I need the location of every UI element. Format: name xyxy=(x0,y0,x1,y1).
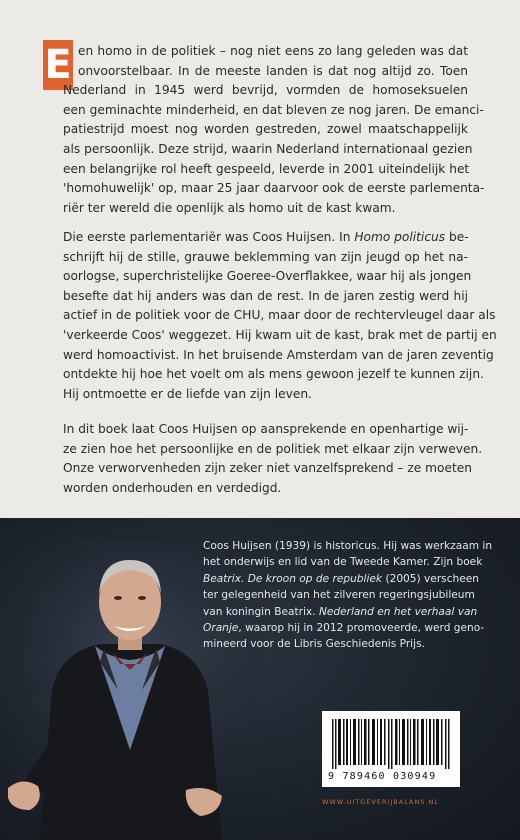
bio-line xyxy=(203,571,479,587)
text-line: een geminachte minderheid, en dat bleven ze nog jaren. De emanci- xyxy=(63,102,484,117)
bio-line: Coos Huijsen (1939) is historicus. Hij was werkzaam in xyxy=(203,540,493,552)
bio-line xyxy=(203,620,485,636)
text-line: een belangrijke rol heeft gespeeld, leverde in 2001 uiteindelijk het xyxy=(63,161,470,176)
text-line: actief in de politiek voor de CHU, maar door de rechtervleugel daar als xyxy=(63,308,496,323)
barcode xyxy=(322,711,460,787)
bio-line: mineerd voor de Libris Geschiedenis Prijs. xyxy=(203,638,425,651)
book-title-italic: Nederland en het verhaal van xyxy=(318,605,478,618)
text-run: , waarop hij in 2012 promoveerde, werd geno- xyxy=(238,622,485,635)
text-run: be- xyxy=(445,230,469,244)
blurb-paragraph-2 xyxy=(63,228,497,404)
text-line xyxy=(63,228,468,248)
text-run: van koningin Beatrix. xyxy=(203,605,319,618)
text-line: Onze verworvenheden zijn zeker niet vanzelfsprekend – ze moeten xyxy=(63,461,472,476)
text-line: 'homohuwelijk' op, maar 25 jaar daarvoor ook de eerste parlementa- xyxy=(63,181,485,196)
barcode-bars xyxy=(332,719,450,769)
bio-line xyxy=(203,604,478,620)
text-line: worden onderhouden en verdedigd. xyxy=(63,480,282,495)
text-line: onvoorstelbaar. In de meeste landen is dat nog altijd zo. Toen xyxy=(78,63,468,78)
text-line: patiestrijd moest nog worden gestreden, zowel maatschappelijk xyxy=(63,122,468,137)
drop-cap: E xyxy=(44,42,72,88)
text-line: In dit boek laat Coos Huijsen op aansprekende en openhartige wij- xyxy=(63,422,469,436)
text-line: Nederland in 1945 werd bevrijd, vormden de homoseksuelen xyxy=(63,83,468,98)
text-run: (2005) verscheen xyxy=(382,572,479,585)
publisher-url: WWW.UITGEVERIJBALANS.NL xyxy=(322,798,439,806)
text-line: ze zien hoe het persoonlijke en de politiek met elkaar zijn verweven. xyxy=(63,441,483,456)
bio-line: ter gelegenheid van het zilveren regeringsjubileum xyxy=(203,589,475,602)
book-title-italic: Homo politicus xyxy=(354,230,446,244)
book-title-italic: Oranje xyxy=(203,622,239,635)
text-line: als persoonlijk. Deze strijd, waarin Nederland internationaal gezien xyxy=(63,141,473,156)
text-line: Hij ontmoette er de liefde van zijn leven. xyxy=(63,386,312,401)
isbn-number: 9 789460 030949 xyxy=(328,771,437,782)
text-run: Die eerste parlementariër was Coos Huijsen. In xyxy=(63,230,355,244)
blurb-paragraph-1 xyxy=(63,42,485,218)
text-line: en homo in de politiek – nog niet eens zo lang geleden was dat xyxy=(78,44,468,58)
text-line: 'verkeerde Coos' weggezet. Hij kwam uit de kast, brak met de partij en xyxy=(63,327,497,342)
text-line: ontdekte hij hoe het voelt om als mens gewoon jezelf te kunnen zijn. xyxy=(63,367,484,382)
author-bio xyxy=(203,538,493,653)
text-line: oorlogse, superchristelijke Goeree-Overflakkee, waar hij als jongen xyxy=(63,269,472,284)
blurb-paragraph-3 xyxy=(63,420,483,498)
text-line: besefte dat hij anders was dan de rest. In de jaren zestig werd hij xyxy=(63,288,468,303)
text-line: werd homoactivist. In het bruisende Amsterdam van de jaren zeventig xyxy=(63,347,494,362)
text-line: schrijft hij de stille, grauwe beklemming van zijn jeugd op het na- xyxy=(63,249,468,264)
bio-line: het onderwijs en lid van de Tweede Kamer. Zijn boek xyxy=(203,556,483,569)
book-title-italic: Beatrix. De kroon op de republiek xyxy=(203,572,383,585)
text-line: riër ter wereld die openlijk als homo uit de kast kwam. xyxy=(63,200,396,215)
